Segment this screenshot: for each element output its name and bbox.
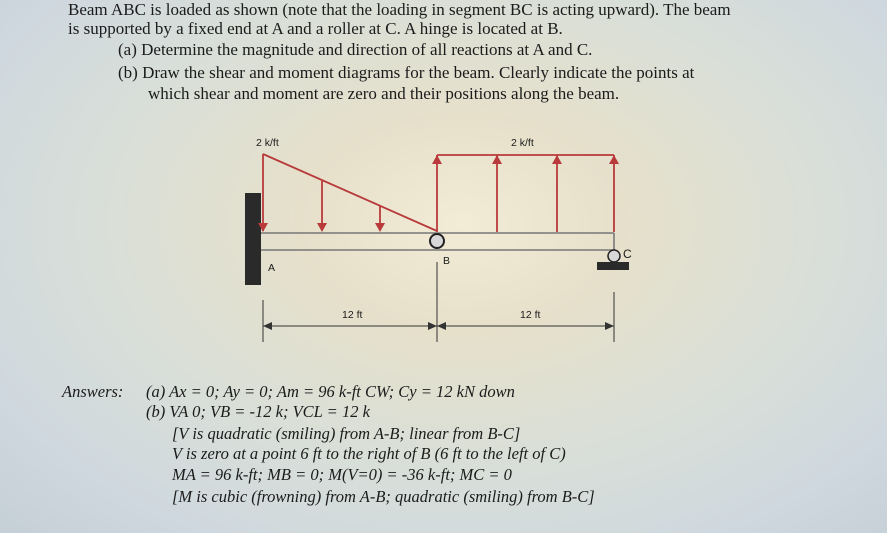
problem-line-1: Beam ABC is loaded as shown (note that the loading in segment BC is acting upward). The beam [68, 0, 731, 19]
load-arrowheads-bc [432, 155, 619, 164]
roller-ground [597, 262, 629, 270]
roller-c [608, 250, 620, 262]
point-b-label: B [443, 255, 451, 267]
triangular-load-ab [263, 154, 437, 231]
problem-part-b-line-2: which shear and moment are zero and their positions along the beam. [148, 84, 620, 103]
span-ab-label: 12 ft [342, 309, 363, 321]
uniform-load-bc [437, 155, 614, 232]
answer-b: (b) VA 0; VB = -12 k; VCL = 12 k [146, 402, 370, 421]
dimension-lines [263, 262, 614, 342]
load-arrowheads-ab [258, 223, 385, 232]
answer-a: (a) Ax = 0; Ay = 0; Am = 96 k-ft CW; Cy = 12 kN down [146, 382, 515, 401]
point-c-label: C [623, 247, 632, 261]
span-bc-label: 12 ft [520, 309, 541, 321]
answer-note-4: [M is cubic (frowning) from A-B; quadratic (smiling) from B-C] [172, 487, 595, 506]
problem-part-a: (a) Determine the magnitude and direction of all reactions at A and C. [118, 40, 593, 59]
answer-note-1: [V is quadratic (smiling) from A-B; linear from B-C] [172, 424, 521, 443]
problem-line-2: is supported by a fixed end at A and a roller at C. A hinge is located at B. [68, 19, 563, 38]
fixed-support-wall [245, 193, 261, 285]
answer-note-3: MA = 96 k-ft; MB = 0; M(V=0) = -36 k-ft; MC = 0 [172, 465, 512, 484]
hinge-b [430, 234, 444, 248]
answer-note-2: V is zero at a point 6 ft to the right of B (6 ft to the left of C) [172, 444, 566, 463]
problem-part-b-line-1: (b) Draw the shear and moment diagrams for the beam. Clearly indicate the points at [118, 63, 695, 82]
load-label-ab: 2 k/ft [256, 137, 279, 149]
point-a-label: A [268, 262, 276, 274]
answers-heading: Answers: [62, 382, 124, 401]
load-label-bc: 2 k/ft [511, 137, 534, 149]
